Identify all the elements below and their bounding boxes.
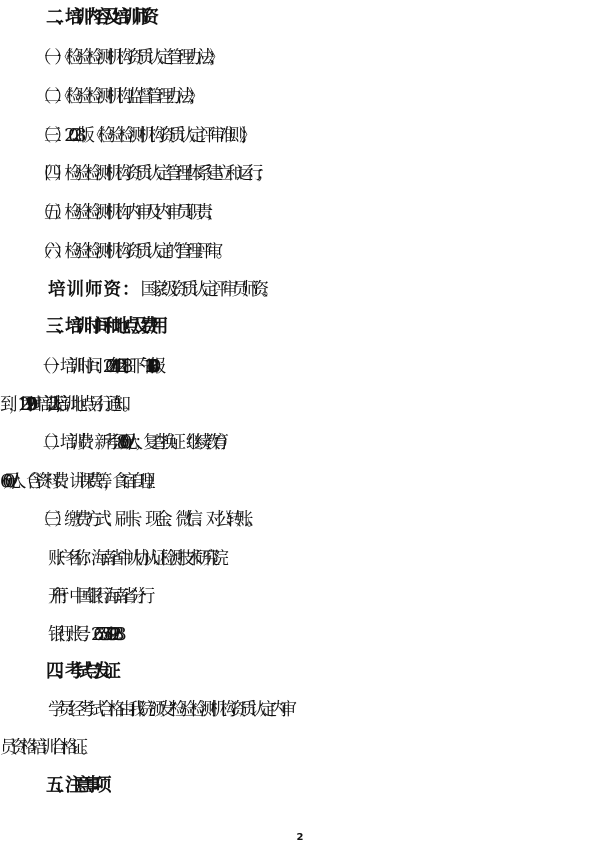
teachers-label: 培训师资：	[48, 280, 141, 300]
content-item-2: （二）《检验检测机构监督管理办法》；	[34, 87, 199, 107]
teachers-line	[0, 278, 600, 302]
section5-heading: 五、注意事项	[46, 775, 103, 796]
exam-line-2: 员资格培训合格证。	[0, 738, 91, 758]
content-item-3: （三）2023 版《检验检测机构资质认定评审准则》；	[34, 126, 251, 146]
content-item-1: （一）《检验检测机构资质认定管理办法》；	[34, 48, 219, 68]
section2-heading: 二、培训内容及培训师资	[46, 7, 151, 28]
account-number-line: 银行账号：267535499233	[48, 625, 118, 645]
time-line-2: 到，12 月 19-20 日培训 2 天;培训地点另行通知。	[0, 395, 131, 415]
section4-heading: 四、考试与发证	[46, 661, 113, 682]
exam-line-1: 学员经考试合格由我院颁发“检验检测机构资质认定内审	[48, 700, 290, 720]
content-item-4: （四）检验检测机构资质认定管理体系建立和运行；	[34, 164, 267, 184]
page-number: 2	[296, 832, 304, 843]
bank-line: 开 户 行：中国银行海南省分行	[48, 587, 147, 607]
section3-heading: 三、培训时间和地点及费用	[46, 316, 160, 337]
fee-line-2: 600 元/人（含资料费、讲课费等，食宿自理）。	[0, 472, 156, 492]
time-line-1: （一）培训时间：2024 年 12 月 18 日下午 14:30-18:00 报	[34, 357, 158, 377]
account-name-line: 账户名称：海南省中认协认证检测技术研究院	[48, 549, 220, 569]
teachers-value: 国家级资质认定评审员师资。	[140, 280, 272, 300]
content-item-5: （五）检验检测机构内审及内审员职责；	[34, 203, 216, 223]
fee-line-1: （二）培训费：新考证 800 元/人；复查换证（继续教育）	[34, 433, 229, 453]
content-item-6: （六）检验检测机构资质认定的管理评审。	[34, 242, 226, 262]
payment-line: （三）缴费方式：刷卡、现金、微信、对公转账。	[34, 510, 257, 530]
